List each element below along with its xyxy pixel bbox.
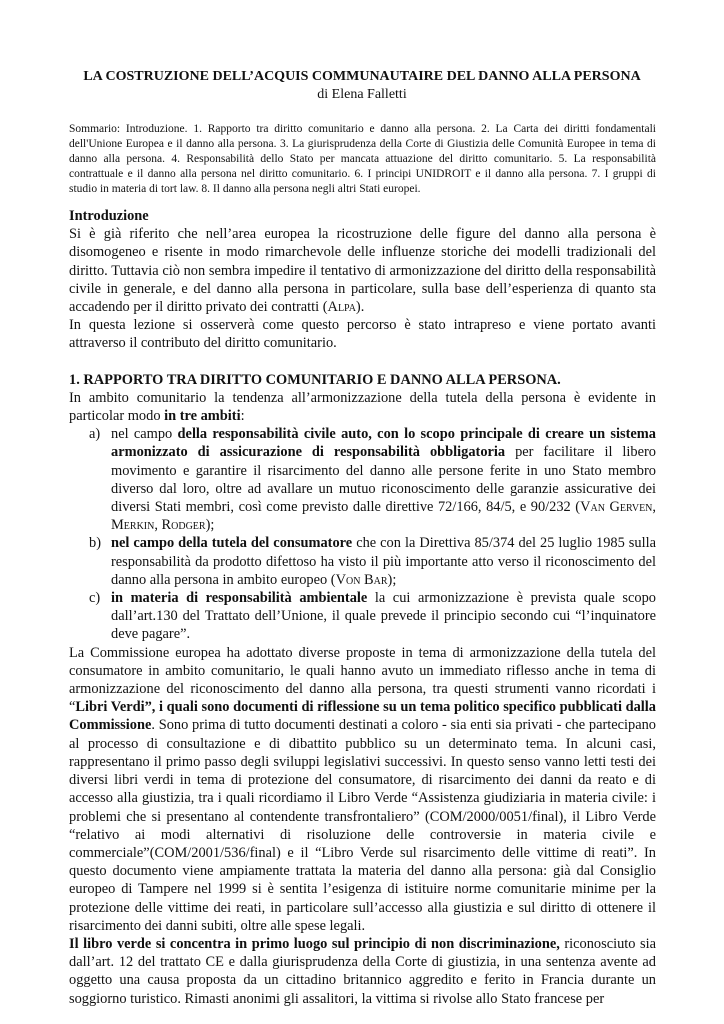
lead-text: In ambito comunitario la tendenza all’armonizzazione della tutela della persona è evidente in particolar modo	[69, 389, 656, 425]
list-item-a	[69, 425, 656, 534]
intro-p1-end: ).	[355, 299, 365, 316]
item-a-bold: della responsabilità civile auto, con lo scopo principale di creare un sistema armonizzato di assicurazione di responsabilità obbligatoria	[111, 426, 656, 461]
list-marker: a)	[89, 426, 101, 443]
lead-end: :	[240, 408, 245, 425]
list-marker: b)	[89, 535, 101, 552]
section-1-heading: 1. RAPPORTO TRA DIRITTO COMUNITARIO E DANNO ALLA PERSONA.	[69, 371, 561, 388]
libro-verde-bold: Il libro verde si concentra in primo luogo sul principio di non discriminazione,	[69, 935, 560, 952]
document-body	[69, 207, 656, 1008]
section-1-lead	[69, 389, 656, 425]
commission-pre: La Commissione europea ha adottato diverse proposte in tema di armonizzazione della tutela del consumatore in ambito comunitario, le quali hanno avuto un immediato riflesso anche in tema di armonizzazione del riconoscimento del danno alla persona, tra questi strumenti vanno ricordati i “	[69, 644, 656, 716]
libro-verde-rest: riconosciuto sia dall’art. 12 del trattato CE e dalla giurisprudenza della Corte di giustizia, in una sentenza avente ad oggetto una causa proposta da un cittadino britannico aggredito e ferito in Francia durante un soggiorno turistico. Rimasti anonimi gli assalitori, la vittima si rivolse allo Stato francese per	[69, 935, 656, 1007]
citation-van-gerven: Van Gerven, Merkin, Rodger	[111, 499, 657, 534]
commission-rest: . Sono prima di tutto documenti destinati a coloro - sia enti sia privati - che partecipano al processo di consultazione e di dibattito pubblico su un determinato tema. In alcuni casi, rappresentano il primo passo degli sviluppi legislativi successivi. In questo senso vanno letti testi dei diversi libri verdi in tema di protezione del consumatore, di risarcimento dei danni da reato e di accesso alla giustizia, tra i quali ricordiamo il Libro Verde “Assistenza giudiziaria in materia civile: i problemi che si presentano al contendente transfrontaliero” (COM/2000/0051/final), il Libro Verde “relativo ai modi alternativi di risoluzione delle controversie in materia civile e commerciale”(COM/2001/536/final) e il “Libro Verde sul risarcimento delle vittime di reati”. In questo documento viene ampiamente trattata la materia del danno alla persona: già dal Consiglio europeo di Tampere nel 1999 si è sentita l’esigenza di istituire norme comunitarie minime per la protezione delle vittime dei reati, in particolare sull’accesso alla giustizia e sul diritto di ottenere il risarcimento dei danni subiti, oltre alle spese legali.	[69, 717, 656, 934]
item-a-end: );	[205, 517, 215, 534]
item-b-bold: nel campo della tutela del consumatore	[111, 535, 353, 552]
citation-alpa: Alpa	[327, 299, 356, 316]
ambiti-list	[69, 425, 656, 643]
item-b-rest: che con la Direttiva 85/374 del 25 luglio 1985 sulla responsabilità da prodotto difettoso ha visto il più importante atto verso il riconoscimento del danno alla persona in ambito europeo (	[111, 535, 656, 588]
commission-paragraph	[69, 644, 656, 935]
intro-paragraph-1	[69, 225, 656, 316]
spacer	[69, 353, 656, 371]
list-item-c	[69, 589, 656, 644]
summary-paragraph: Sommario: Introduzione. 1. Rapporto tra diritto comunitario e danno alla persona. 2. La Carta dei diritti fondamentali dell'Unione Europea e il danno alla persona. 3. La giurisprudenza della Corte di Giustizia delle Comunità Europee in tema di danno alla persona. 4. Responsabilità dello Stato per mancata attuazione del diritto comunitario. 5. La responsabilità contrattuale e il danno alla persona nel diritto comunitario. 6. I principi UNIDROIT e il danno alla persona. 7. I gruppi di studio in materia di tort law. 8. Il danno alla persona negli altri Stati europei.	[69, 123, 656, 195]
item-a-rest: per facilitare il libero movimento e garantire il risarcimento del danno alle persone ferite in uno Stato membro diverso dal loro, oltre ad avallare un mutuo riconoscimento delle garanzie assicurative dei diversi Stati membri, così come previsto dalle direttive 72/166, 84/5, e 90/232 (	[111, 444, 656, 516]
libro-verde-paragraph	[69, 935, 656, 1008]
list-marker: c)	[89, 590, 101, 607]
commission-bold: Libri Verdi”, i quali sono documenti di riflessione su un tema politico specifico pubblicati dalla Commissione	[69, 699, 656, 734]
item-c-bold: in materia di responsabilità ambientale	[111, 590, 368, 607]
citation-von-bar: Von Bar	[335, 571, 388, 588]
document-title: LA COSTRUZIONE DELL’ACQUIS COMMUNAUTAIRE DEL DANNO ALLA PERSONA	[83, 69, 641, 84]
intro-heading: Introduzione	[69, 208, 149, 224]
list-item-b	[69, 534, 656, 589]
document-author: di Elena Falletti	[317, 87, 407, 102]
item-b-end: );	[387, 571, 397, 588]
intro-p1-text: Si è già riferito che nell’area europea la ricostruzione delle figure del danno alla persona è disomogeneo e risente in modo rimarchevole delle influenze storiche dei modelli tradizionali del diritto. Tuttavia ciò non sembra impedire il tentativo di armonizzazione del diritto della responsabilità civile in generale, e del danno alla persona in particolare, sulla base dell’esperienza di quanto sta accadendo per il diritto privato dei contratti (	[69, 226, 656, 316]
item-c-rest: la cui armonizzazione è prevista quale scopo dall’art.130 del Trattato dell’Unione, il quale prevede il principio secondo cui “l’inquinatore deve pagare”.	[111, 590, 656, 643]
intro-paragraph-2: In questa lezione si osserverà come questo percorso è stato intrapreso e viene portato avanti attraverso il contributo del diritto comunitario.	[69, 317, 656, 352]
item-a-pre: nel campo	[111, 426, 178, 443]
lead-bold: in tre ambiti	[164, 408, 241, 425]
